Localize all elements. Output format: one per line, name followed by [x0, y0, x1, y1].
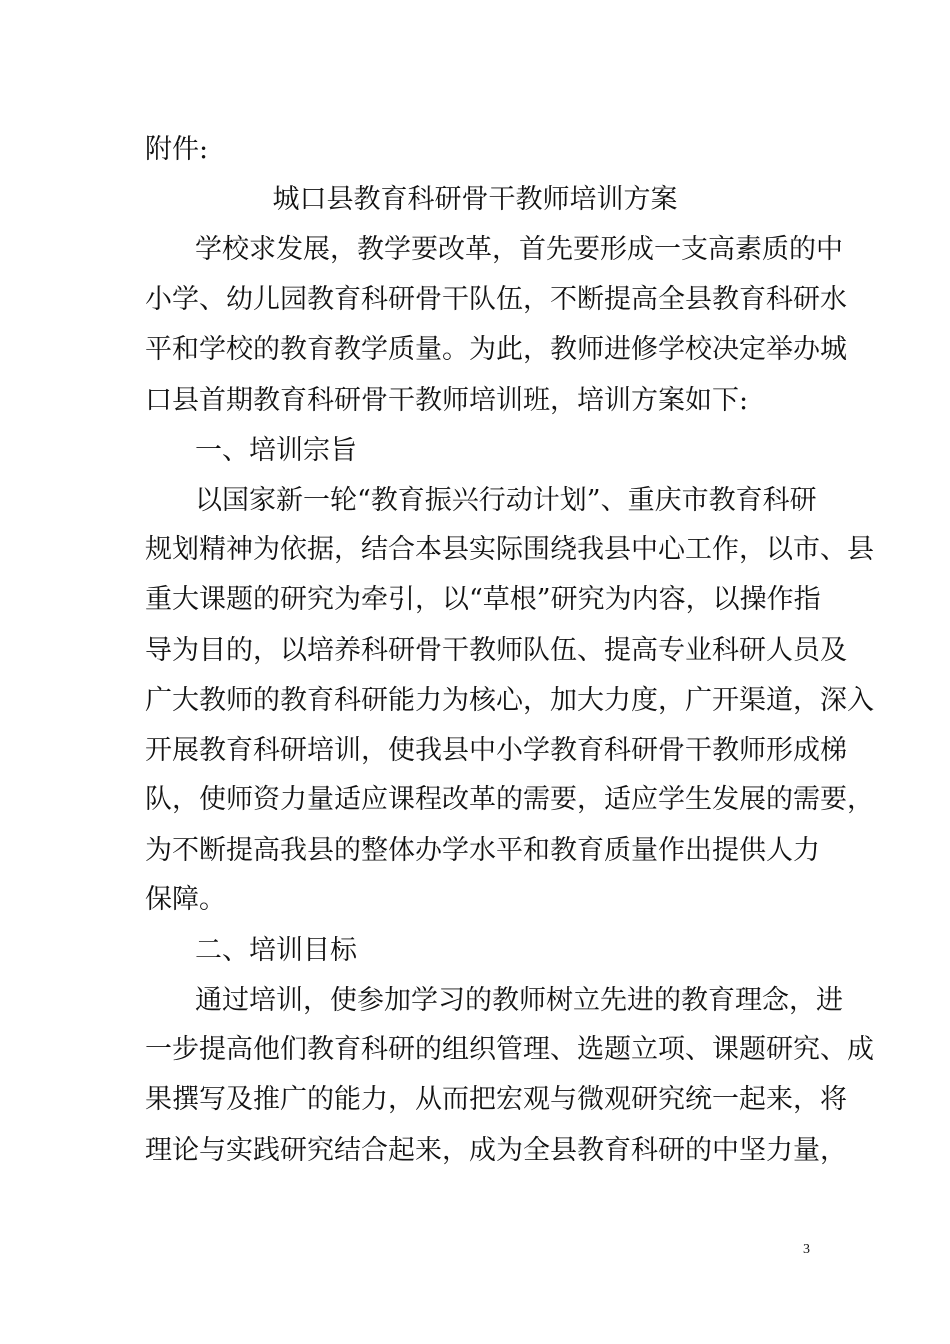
paragraph-line: 果撰写及推广的能力，从而把宏观与微观研究统一起来，将: [145, 1084, 847, 1115]
paragraph-line: 口县首期教育科研骨干教师培训班，培训方案如下:: [145, 385, 749, 416]
paragraph-line: 导为目的，以培养科研骨干教师队伍、提高专业科研人员及: [145, 635, 847, 666]
paragraph-line: 平和学校的教育教学质量。为此，教师进修学校决定举办城: [145, 334, 847, 365]
page-number: 3: [803, 1242, 810, 1257]
document-title: 城口县教育科研骨干教师培训方案: [272, 184, 678, 215]
paragraph-line: 规划精神为依据，结合本县实际围绕我县中心工作，以市、县: [145, 534, 874, 565]
paragraph-line: 通过培训，使参加学习的教师树立先进的教育理念，进: [195, 985, 843, 1016]
section-heading: 一、培训宗旨: [195, 435, 357, 466]
paragraph-line: 重大课题的研究为牵引，以“草根”研究为内容，以操作指: [145, 584, 821, 615]
paragraph-line: 小学、幼儿园教育科研骨干队伍，不断提高全县教育科研水: [145, 284, 847, 315]
paragraph-line: 开展教育科研培训，使我县中小学教育科研骨干教师形成梯: [145, 735, 847, 766]
paragraph-line: 为不断提高我县的整体办学水平和教育质量作出提供人力: [145, 835, 820, 866]
paragraph-line: 理论与实践研究结合起来，成为全县教育科研的中坚力量，: [145, 1135, 847, 1166]
attachment-label: 附件:: [145, 134, 209, 165]
paragraph-line: 保障。: [145, 884, 226, 915]
paragraph-line: 一步提高他们教育科研的组织管理、选题立项、课题研究、成: [145, 1034, 874, 1065]
paragraph-line: 学校求发展，教学要改革，首先要形成一支高素质的中: [195, 234, 843, 265]
paragraph-line: 以国家新一轮“教育振兴行动计划”、重庆市教育科研: [195, 485, 817, 516]
paragraph-line: 广大教师的教育科研能力为核心，加大力度，广开渠道，深入: [145, 685, 874, 716]
paragraph-line: 队，使师资力量适应课程改革的需要，适应学生发展的需要，: [145, 784, 874, 815]
section-heading: 二、培训目标: [195, 935, 357, 966]
